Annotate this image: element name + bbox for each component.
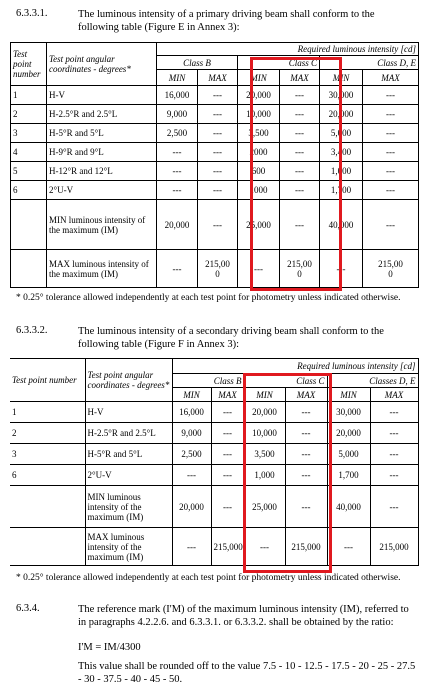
max-intensity-label: MAX luminous intensity of the maximum (IM)	[85, 528, 172, 566]
cell-value: 5,000	[327, 444, 370, 465]
cell-value: 215,00	[205, 258, 230, 269]
section-number: 6.3.4.	[16, 603, 40, 614]
cell-value: 25,000	[238, 200, 280, 250]
cell-value: 3,500	[244, 444, 285, 465]
table-row: MIN luminous intensity of the maximum (IM) 20,000 --- 25,000 --- 40,000 ---	[10, 486, 418, 528]
cell-value: ---	[280, 124, 320, 143]
test-point-number: 2	[11, 105, 47, 124]
header-class-de: Classes D, E	[327, 374, 418, 388]
header-coordinates: Test point angular coordinates - degrees*	[47, 43, 157, 86]
section-text: The reference mark (I'M) of the maximum luminous intensity (IM), referred to in paragraphs 4.2.2.6. and 6.3.3.1. or 6.3.3.2. shall be obtained by the ratio:	[78, 604, 409, 628]
test-point-coordinates: H-V	[47, 86, 157, 105]
test-point-number: 3	[10, 444, 85, 465]
header-class-b: Class B	[157, 56, 238, 70]
cell-value: ---	[285, 423, 327, 444]
header-class-de: Class D, E	[320, 56, 419, 70]
test-point-coordinates: 2°U-V	[47, 181, 157, 200]
min-intensity-label: MIN luminous intensity of the maximum (IM)	[85, 486, 172, 528]
header-class-c: Class C	[238, 56, 320, 70]
cell-value: 10,000	[244, 423, 285, 444]
secondary-beam-table	[10, 358, 419, 566]
cell-value: ---	[211, 423, 244, 444]
cell-value: 600	[238, 162, 280, 181]
cell-value: ---	[370, 402, 418, 423]
test-point-number: 1	[10, 402, 85, 423]
cell-value: 1,000	[320, 162, 363, 181]
cell-value: 1000	[238, 181, 280, 200]
header-max: MAX	[211, 388, 244, 402]
cell-value: 9,000	[157, 105, 198, 124]
ratio-formula: I'M = IM/4300	[78, 642, 141, 653]
cell-value: 9,000	[172, 423, 211, 444]
primary-beam-table	[10, 42, 419, 288]
cell-value: 30,000	[320, 86, 363, 105]
header-min: MIN	[157, 70, 198, 86]
cell-value: ---	[327, 528, 370, 566]
table-row	[11, 86, 419, 105]
cell-value: ---	[157, 181, 198, 200]
cell-value: 215,00	[378, 258, 403, 269]
header-required: Required luminous intensity [cd]	[157, 43, 419, 56]
cell-value: ---	[198, 181, 238, 200]
test-point-number: 3	[11, 124, 47, 143]
cell-value: ---	[157, 162, 198, 181]
cell-value: 215,000	[370, 528, 418, 566]
cell-value: ---	[285, 465, 327, 486]
cell-value: 2,500	[157, 124, 198, 143]
cell-value: ---	[198, 124, 238, 143]
test-point-coordinates: H-2.5°R and 2.5°L	[47, 105, 157, 124]
max-intensity-label: MAX luminous intensity of the maximum (IM)	[47, 250, 157, 288]
table-row	[10, 402, 418, 423]
cell-value: 1,700	[327, 465, 370, 486]
test-point-coordinates: H-5°R and 5°L	[47, 124, 157, 143]
test-point-number: 4	[11, 143, 47, 162]
table-row	[10, 444, 418, 465]
header-min: MIN	[327, 388, 370, 402]
header-test-point: Test point number	[10, 359, 85, 402]
header-required: Required luminous intensity [cd]	[172, 359, 418, 374]
test-point-number: 1	[11, 86, 47, 105]
table-row	[10, 528, 418, 566]
cell-value: 10,000	[238, 105, 280, 124]
cell-value: 0	[215, 268, 220, 279]
cell-value: 1,700	[320, 181, 363, 200]
cell-value: 1,000	[244, 465, 285, 486]
header-min: MIN	[244, 388, 285, 402]
cell-value: ---	[280, 143, 320, 162]
cell-value: 40,000	[320, 200, 363, 250]
table-row	[11, 143, 419, 162]
cell-value: 20,000	[157, 200, 198, 250]
cell-value: ---	[363, 181, 419, 200]
cell-value: ---	[363, 162, 419, 181]
header-max: MAX	[285, 388, 327, 402]
section-text: The luminous intensity of a primary driving beam shall conform to the following table (Figure E in Annex 3):	[78, 9, 375, 33]
cell-value: ---	[211, 444, 244, 465]
table-row: MIN luminous intensity of the maximum (IM) 20,000 --- 25,000 --- 40,000 ---	[11, 200, 419, 250]
header-min: MIN	[238, 70, 280, 86]
test-point-coordinates: H-9°R and 9°L	[47, 143, 157, 162]
cell-value: 3,400	[320, 143, 363, 162]
cell-value: ---	[280, 162, 320, 181]
cell-value: 25,000	[244, 486, 285, 528]
tolerance-note: * 0.25° tolerance allowed independently at each test point for photometry unless indicated otherwise.	[16, 293, 401, 303]
cell-value: ---	[370, 423, 418, 444]
header-min: MIN	[172, 388, 211, 402]
test-point-number: 6	[10, 465, 85, 486]
cell-value: ---	[363, 124, 419, 143]
cell-value: ---	[211, 402, 244, 423]
table-row	[10, 423, 418, 444]
header-min: MIN	[320, 70, 363, 86]
table-row	[10, 465, 418, 486]
cell-value: ---	[363, 143, 419, 162]
rounding-text: This value shall be rounded off to the value 7.5 - 10 - 12.5 - 17.5 - 20 - 25 - 27.5 - 30 - 37.5 - 40 - 45 - 50.	[78, 661, 416, 685]
cell-value: ---	[172, 528, 211, 566]
header-max: MAX	[280, 70, 320, 86]
cell-value: 215,00	[287, 258, 312, 269]
cell-value: ---	[172, 465, 211, 486]
header-max: MAX	[198, 70, 238, 86]
cell-value: 5,000	[320, 124, 363, 143]
header-max: MAX	[370, 388, 418, 402]
cell-value: 30,000	[327, 402, 370, 423]
header-test-point: Test point number	[11, 43, 47, 86]
cell-value: ---	[198, 143, 238, 162]
section-text: The luminous intensity of a secondary driving beam shall conform to the following table (Figure F in Annex 3):	[78, 326, 384, 350]
section-number: 6.3.3.1.	[16, 8, 48, 19]
cell-value: ---	[198, 86, 238, 105]
cell-value: 2000	[238, 143, 280, 162]
header-max: MAX	[363, 70, 419, 86]
section-number: 6.3.3.2.	[16, 325, 48, 336]
cell-value: 16,000	[157, 86, 198, 105]
test-point-coordinates: 2°U-V	[85, 465, 172, 486]
cell-value: ---	[363, 105, 419, 124]
cell-value: 20,000	[172, 486, 211, 528]
table-row	[11, 162, 419, 181]
tolerance-note: * 0.25° tolerance allowed independently at each test point for photometry unless indicated otherwise.	[16, 573, 401, 583]
cell-value: 2,500	[172, 444, 211, 465]
cell-value: 0	[297, 268, 302, 279]
test-point-coordinates: H-5°R and 5°L	[85, 444, 172, 465]
cell-value: ---	[285, 444, 327, 465]
header-class-b: Class B	[172, 374, 244, 388]
cell-value: 215,000	[211, 528, 244, 566]
cell-value: ---	[280, 105, 320, 124]
header-coordinates: Test point angular coordinates - degrees*	[85, 359, 172, 402]
cell-value: ---	[370, 465, 418, 486]
cell-value: ---	[198, 105, 238, 124]
cell-value: ---	[280, 181, 320, 200]
cell-value: 3,500	[238, 124, 280, 143]
cell-value: ---	[198, 162, 238, 181]
test-point-number: 2	[10, 423, 85, 444]
test-point-coordinates: H-12°R and 12°L	[47, 162, 157, 181]
cell-value: ---	[244, 528, 285, 566]
test-point-coordinates: H-V	[85, 402, 172, 423]
cell-value: 20,000	[238, 86, 280, 105]
test-point-coordinates: H-2.5°R and 2.5°L	[85, 423, 172, 444]
test-point-number: 5	[11, 162, 47, 181]
min-intensity-label: MIN luminous intensity of the maximum (IM)	[47, 200, 157, 250]
cell-value: ---	[363, 86, 419, 105]
test-point-number: 6	[11, 181, 47, 200]
cell-value: ---	[285, 402, 327, 423]
cell-value: ---	[370, 444, 418, 465]
table-row	[11, 124, 419, 143]
cell-value: 20,000	[320, 105, 363, 124]
cell-value: ---	[157, 143, 198, 162]
cell-value: 0	[388, 268, 393, 279]
table-row: MAX luminous intensity of the maximum (IM) --- 215,00 0 --- 215,00 0 --- 215,00 0	[11, 250, 419, 288]
cell-value: ---	[211, 465, 244, 486]
header-class-c: Class C	[244, 374, 327, 388]
cell-value: 20,000	[244, 402, 285, 423]
cell-value: 20,000	[327, 423, 370, 444]
cell-value: ---	[280, 86, 320, 105]
cell-value: 215,000	[285, 528, 327, 566]
cell-value: 16,000	[172, 402, 211, 423]
table-row	[11, 105, 419, 124]
cell-value: 40,000	[327, 486, 370, 528]
table-row	[11, 181, 419, 200]
